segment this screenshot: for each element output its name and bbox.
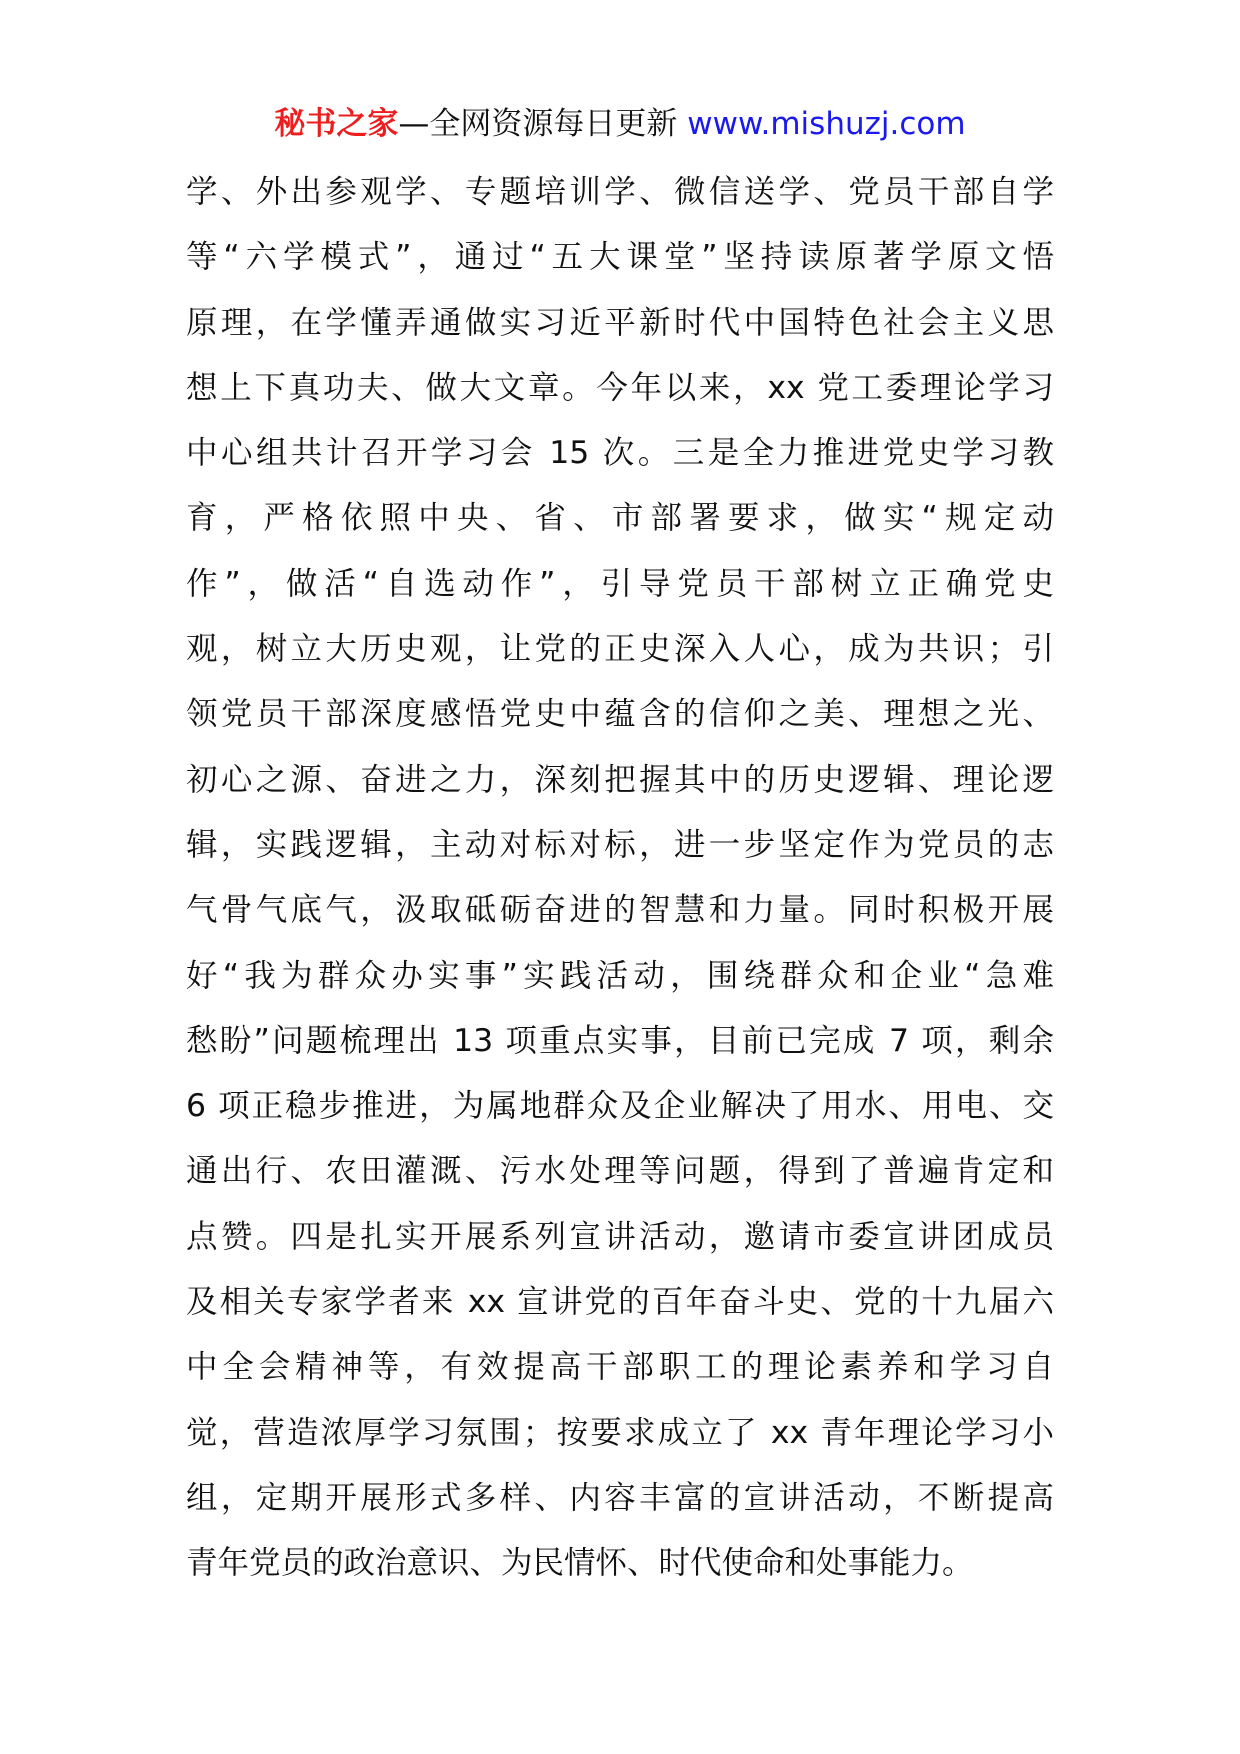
- body-line: 6 项正稳步推进，为属地群众及企业解决了用水、用电、交: [186, 1088, 1054, 1125]
- page-header: [0, 100, 1240, 148]
- body-line: 气骨气底气，汲取砥砺奋进的智慧和力量。同时积极开展: [186, 892, 1054, 929]
- body-line: 青年党员的政治意识、为民情怀、时代使命和处事能力。: [186, 1545, 974, 1582]
- body-line: 点赞。四是扎实开展系列宣讲活动，邀请市委宣讲团成员: [186, 1218, 1054, 1255]
- body-line: 辑，实践逻辑，主动对标对标，进一步坚定作为党员的志: [186, 826, 1054, 863]
- body-line: 觉，营造浓厚学习氛围；按要求成立了 xx 青年理论学习小: [186, 1414, 1054, 1451]
- body-line: 中全会精神等，有效提高干部职工的理论素养和学习自: [186, 1349, 1054, 1386]
- body-line: 愁盼”问题梳理出 13 项重点实事，目前已完成 7 项，剩余: [186, 1022, 1054, 1059]
- body-line: 学、外出参观学、专题培训学、微信送学、党员干部自学: [186, 174, 1054, 210]
- body-line: 作”，做活“自选动作”，引导党员干部树立正确党史: [186, 565, 1054, 602]
- body-line: 育，严格依照中央、省、市部署要求，做实“规定动: [186, 500, 1054, 537]
- body-line: 通出行、农田灌溉、污水处理等问题，得到了普遍肯定和: [186, 1153, 1054, 1190]
- site-tagline: —全网资源每日更新: [398, 106, 688, 142]
- document-body: [186, 160, 1054, 1597]
- body-line: 及相关专家学者来 xx 宣讲党的百年奋斗史、党的十九届六: [186, 1284, 1054, 1321]
- body-line: 想上下真功夫、做大文章。今年以来，xx 党工委理论学习: [186, 369, 1054, 406]
- body-line: 原理，在学懂弄通做实习近平新时代中国特色社会主义思: [186, 304, 1054, 341]
- body-line: 初心之源、奋进之力，深刻把握其中的历史逻辑、理论逻: [186, 761, 1054, 798]
- body-line: 组，定期开展形式多样、内容丰富的宣讲活动，不断提高: [186, 1479, 1054, 1516]
- body-line: 等“六学模式”，通过“五大课堂”坚持读原著学原文悟: [186, 239, 1054, 276]
- body-line: 领党员干部深度感悟党史中蕴含的信仰之美、理想之光、: [186, 696, 1054, 733]
- body-line: 中心组共计召开学习会 15 次。三是全力推进党史学习教: [186, 435, 1054, 472]
- site-url-link[interactable]: www.mishuzj.com: [687, 106, 966, 142]
- body-line: 观，树立大历史观，让党的正史深入人心，成为共识；引: [186, 631, 1054, 668]
- body-line: 好“我为群众办实事”实践活动，围绕群众和企业“急难: [186, 957, 1054, 994]
- site-brand: 秘书之家: [274, 106, 399, 142]
